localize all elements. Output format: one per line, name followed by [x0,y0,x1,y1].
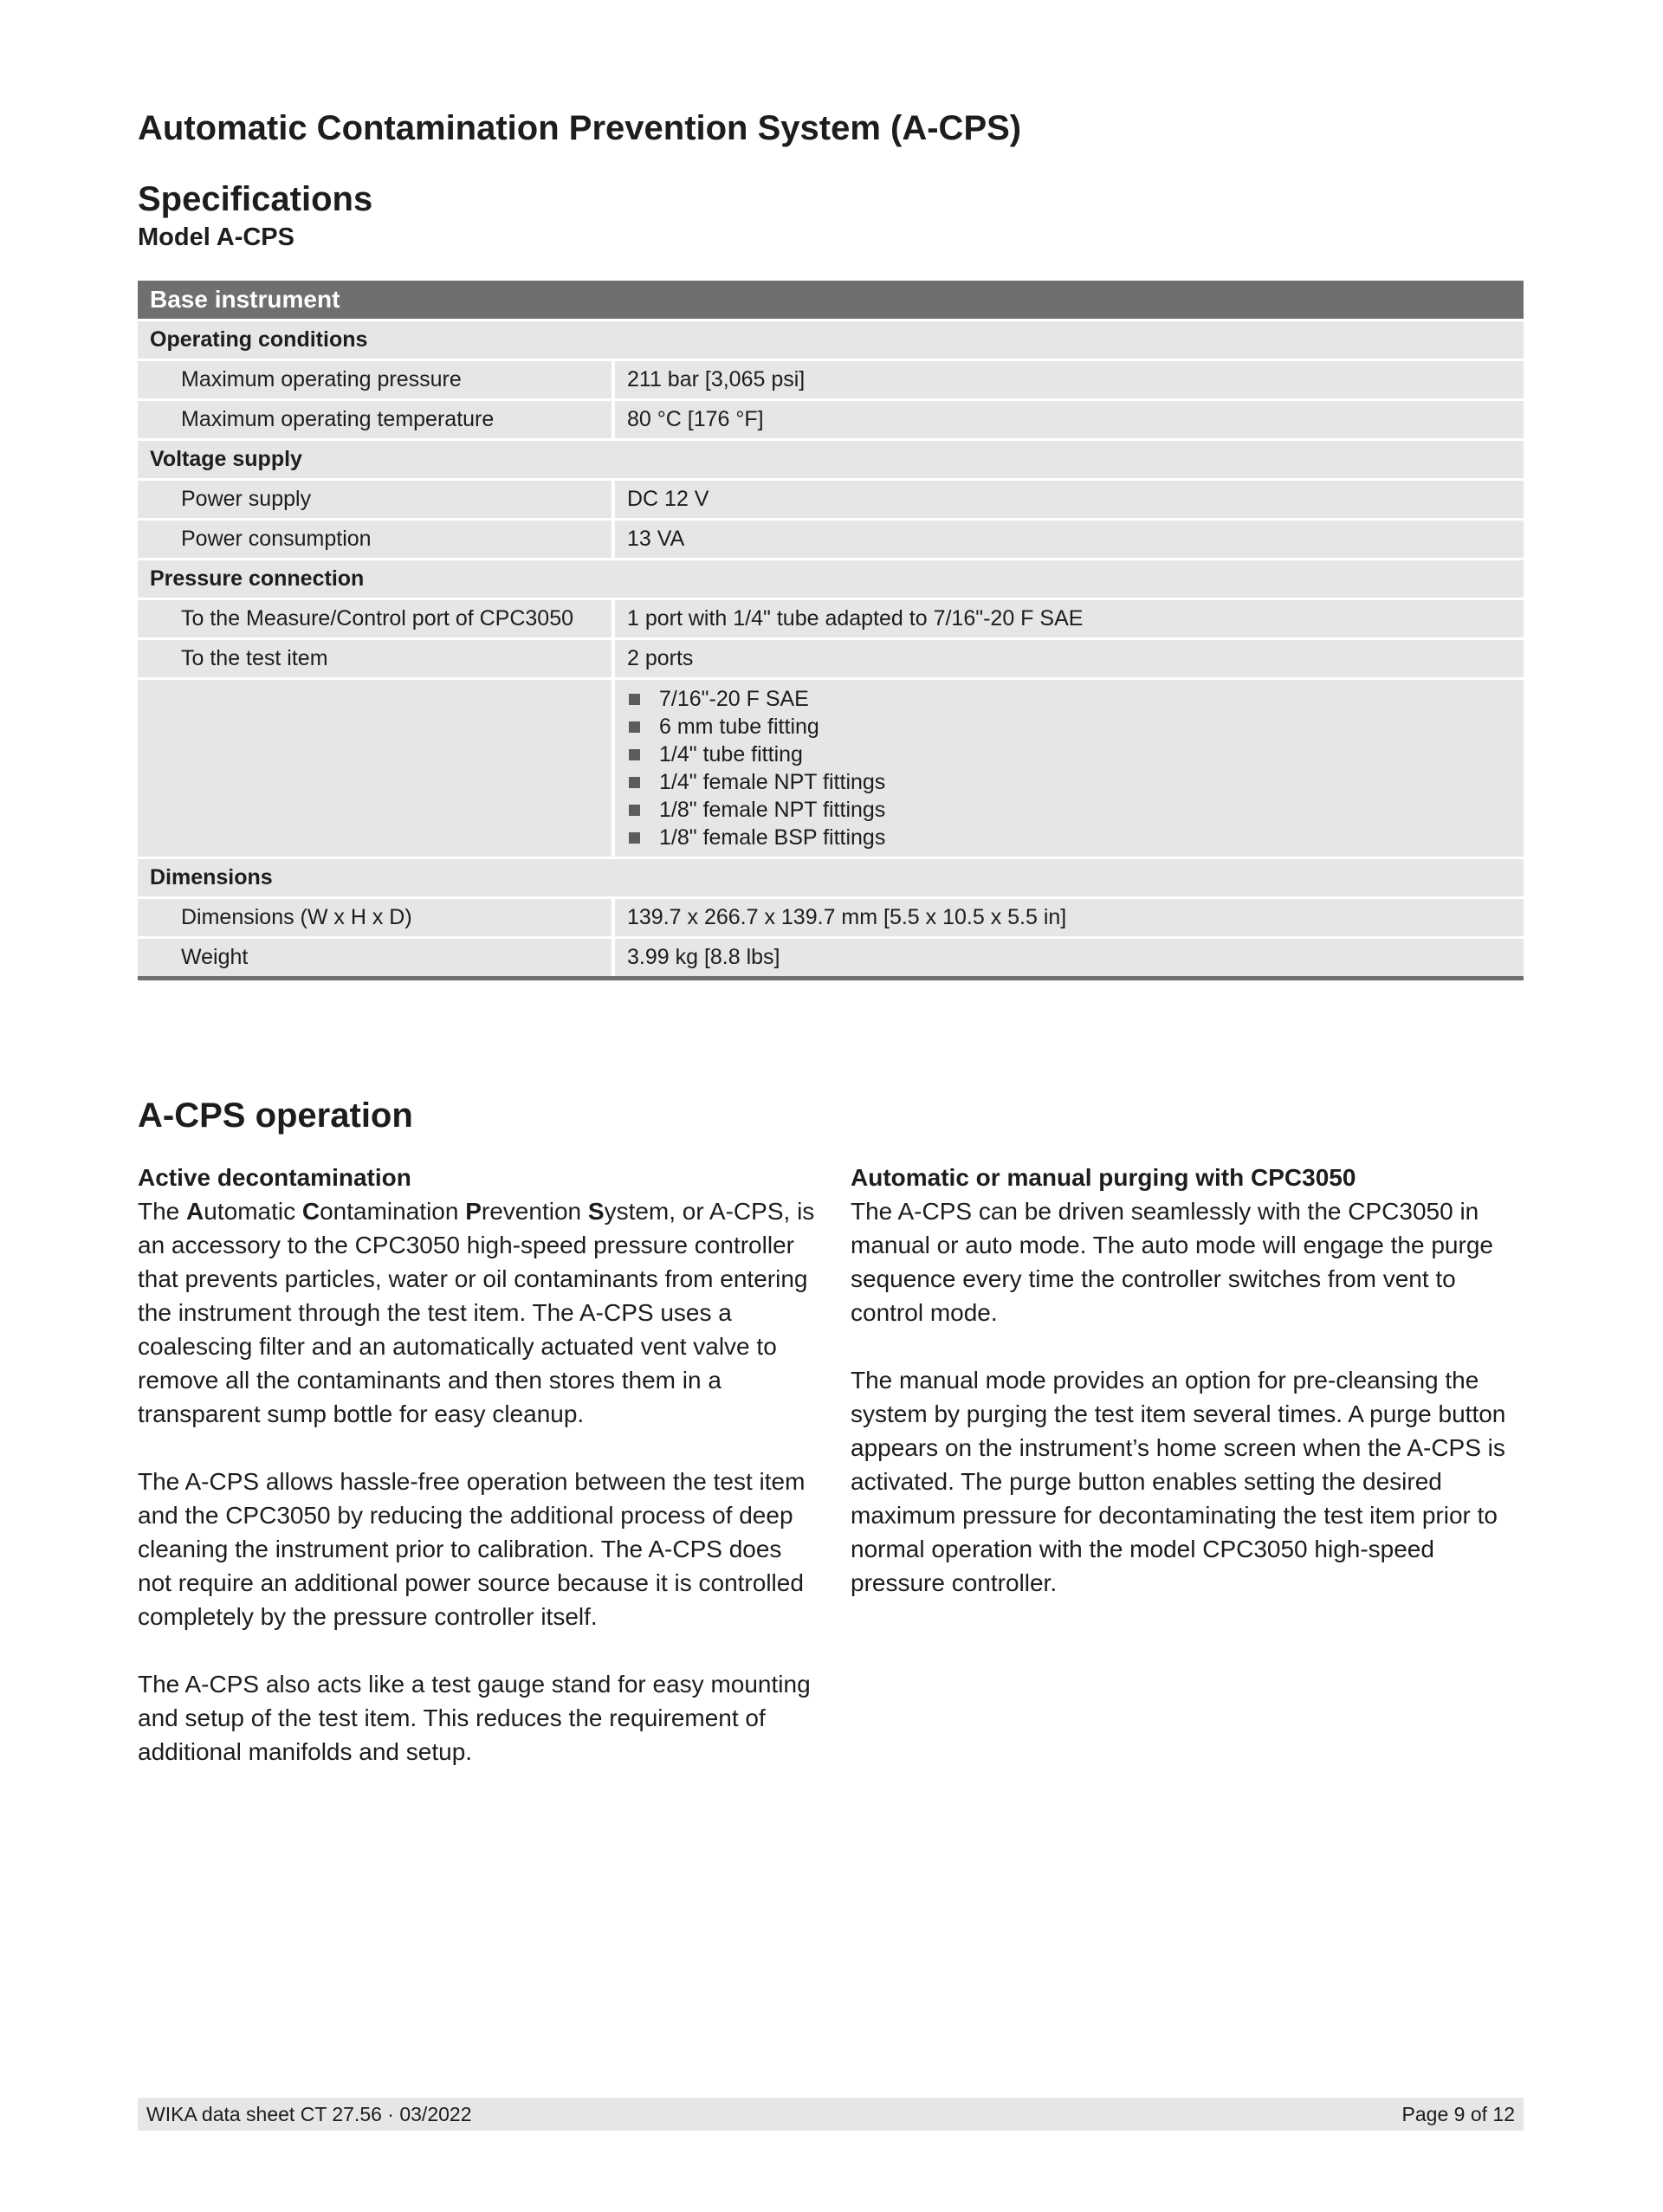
fittings-list [627,685,1524,851]
square-bullet-icon [629,805,640,816]
document-title: Automatic Contamination Prevention System (A-CPS) [138,109,1022,147]
spec-label: Maximum operating temperature [138,401,611,438]
square-bullet-icon [629,694,640,705]
spec-group-dimensions: Dimensions [138,859,1524,896]
spec-table [138,281,1524,980]
spec-value: 1 port with 1/4" tube adapted to 7/16"-20 F SAE [615,600,1524,637]
spec-value: 211 bar [3,065 psi] [615,361,1524,398]
spec-row [138,521,1524,558]
spec-label: To the test item [138,640,611,677]
spec-row [138,361,1524,398]
paragraph: The A-CPS can be driven seamlessly with the CPC3050 in manual or auto mode. The auto mode will engage the purge sequence every time the controller switches from vent to control mode. [851,1198,1493,1326]
list-item: 6 mm tube fitting [627,713,1524,741]
operation-right-column [851,1161,1535,1633]
spec-value: 13 VA [615,521,1524,558]
spec-row [138,401,1524,438]
spec-value: DC 12 V [615,481,1524,518]
page-number: Page 9 of 12 [1401,2103,1515,2125]
operation-heading: A-CPS operation [138,1096,413,1135]
spec-label-empty [138,680,611,857]
purging-heading: Automatic or manual purging with CPC3050 [851,1164,1356,1191]
spec-row [138,939,1524,976]
spec-label: Dimensions (W x H x D) [138,899,611,936]
spec-row [138,600,1524,637]
active-decontamination-heading: Active decontamination [138,1164,411,1191]
spec-group-pressure-connection: Pressure connection [138,560,1524,598]
spec-row-fittings [138,680,1524,857]
model-label: Model A-CPS [138,223,294,251]
paragraph: The A-CPS also acts like a test gauge stand for easy mounting and setup of the test item. This reduces the requirement of additional manifolds and setup. [138,1671,811,1765]
spec-label: Maximum operating pressure [138,361,611,398]
list-item: 7/16"-20 F SAE [627,685,1524,713]
square-bullet-icon [629,721,640,733]
spec-group-voltage-supply: Voltage supply [138,441,1524,478]
square-bullet-icon [629,777,640,788]
list-item: 1/4" female NPT fittings [627,768,1524,796]
list-item: 1/8" female NPT fittings [627,796,1524,824]
specifications-heading: Specifications [138,180,373,218]
spec-value: 3.99 kg [8.8 lbs] [615,939,1524,976]
spec-value-list [615,680,1524,857]
page-footer [138,2098,1524,2131]
spec-label: Weight [138,939,611,976]
spec-row [138,481,1524,518]
spec-value: 139.7 x 266.7 x 139.7 mm [5.5 x 10.5 x 5.5 in] [615,899,1524,936]
spec-label: Power consumption [138,521,611,558]
spec-row [138,899,1524,936]
spec-group-operating-conditions: Operating conditions [138,321,1524,359]
operation-left-column [138,1161,822,1802]
spec-label: To the Measure/Control port of CPC3050 [138,600,611,637]
paragraph: The A-CPS allows hassle-free operation between the test item and the CPC3050 by reducing the additional process of deep cleaning the instrument prior to calibration. The A-CPS does not require an additional power source because it is controlled completely by the pressure controller itself. [138,1468,806,1630]
list-item: 1/4" tube fitting [627,741,1524,768]
spec-label: Power supply [138,481,611,518]
list-item: 1/8" female BSP fittings [627,824,1524,851]
spec-row [138,640,1524,677]
spec-value: 80 °C [176 °F] [615,401,1524,438]
spec-value: 2 ports [615,640,1524,677]
paragraph: The Automatic Contamination Prevention System, or A-CPS, is an accessory to the CPC3050 high-speed pressure controller that prevents particles, water or oil contaminants from entering the instrument through the test item. The A-CPS uses a coalescing filter and an automatically actuated vent valve to remove all the contaminants and then stores them in a transparent sump bottle for easy cleanup. [138,1198,815,1427]
footer-datasheet: WIKA data sheet CT 27.56 · 03/2022 [146,2103,472,2125]
square-bullet-icon [629,832,640,844]
spec-table-header: Base instrument [138,281,1524,319]
paragraph: The manual mode provides an option for pre-cleansing the system by purging the test item several times. A purge button appears on the instrument’s home screen when the A-CPS is activated. The purge button enables setting the desired maximum pressure for decontaminating the test item prior to normal operation with the model CPC3050 high-speed pressure controller. [851,1367,1506,1596]
square-bullet-icon [629,749,640,760]
spec-table-bottom-rule [138,976,1524,980]
